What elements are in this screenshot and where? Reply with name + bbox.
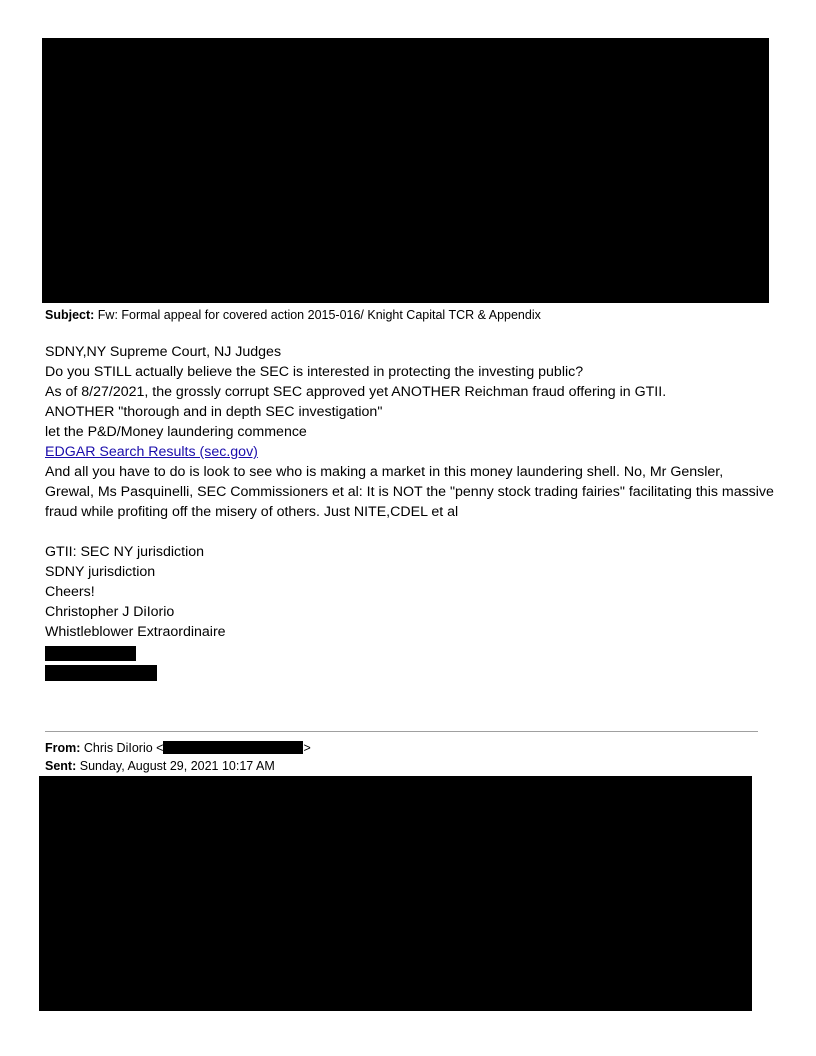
from-line xyxy=(45,740,311,756)
sent-value: Sunday, August 29, 2021 10:17 AM xyxy=(79,759,275,773)
subject-value: Fw: Formal appeal for covered action 2015-016/ Knight Capital TCR & Appendix xyxy=(97,308,541,322)
body-line-5: let the P&D/Money laundering commence xyxy=(45,424,307,440)
body-line-8: Cheers! xyxy=(45,584,95,600)
subject-line xyxy=(45,307,541,323)
message-divider xyxy=(45,731,758,732)
body-paragraph: And all you have to do is look to see who is making a market in this money laundering shell. No, Mr Gensler, Grewal, Ms Pasquinelli, SEC Commissioners et al: It is NOT the "penny stock trading fairies" facilitating this massive fraud while profiting off the misery of others. Just NITE,CDEL et al xyxy=(45,464,774,520)
redaction-email xyxy=(163,741,303,754)
from-value-suffix: > xyxy=(303,741,311,755)
edgar-search-link[interactable]: EDGAR Search Results (sec.gov) xyxy=(45,444,258,460)
sent-line xyxy=(45,758,275,774)
body-line-2: Do you STILL actually believe the SEC is interested in protecting the investing public? xyxy=(45,364,584,380)
subject-label: Subject: xyxy=(45,308,95,322)
sent-label: Sent: xyxy=(45,759,77,773)
body-line-7: SDNY jurisdiction xyxy=(45,564,156,580)
body-line-6: GTII: SEC NY jurisdiction xyxy=(45,544,204,560)
body-line-1: SDNY,NY Supreme Court, NJ Judges xyxy=(45,344,282,360)
redaction-signature-1 xyxy=(45,646,136,661)
body-line-4: ANOTHER "thorough and in depth SEC investigation" xyxy=(45,404,383,420)
body-line-3: As of 8/27/2021, the grossly corrupt SEC approved yet ANOTHER Reichman fraud offering in GTII. xyxy=(45,384,667,400)
signature-name: Christopher J DiIorio xyxy=(45,604,175,620)
signature-title: Whistleblower Extraordinaire xyxy=(45,624,226,640)
from-value-prefix: Chris DiIorio < xyxy=(83,741,164,755)
edgar-link-line xyxy=(45,442,258,462)
redaction-block-bottom xyxy=(39,776,752,1011)
redaction-signature-2 xyxy=(45,665,157,681)
from-label: From: xyxy=(45,741,81,755)
redaction-block-top xyxy=(42,38,769,303)
